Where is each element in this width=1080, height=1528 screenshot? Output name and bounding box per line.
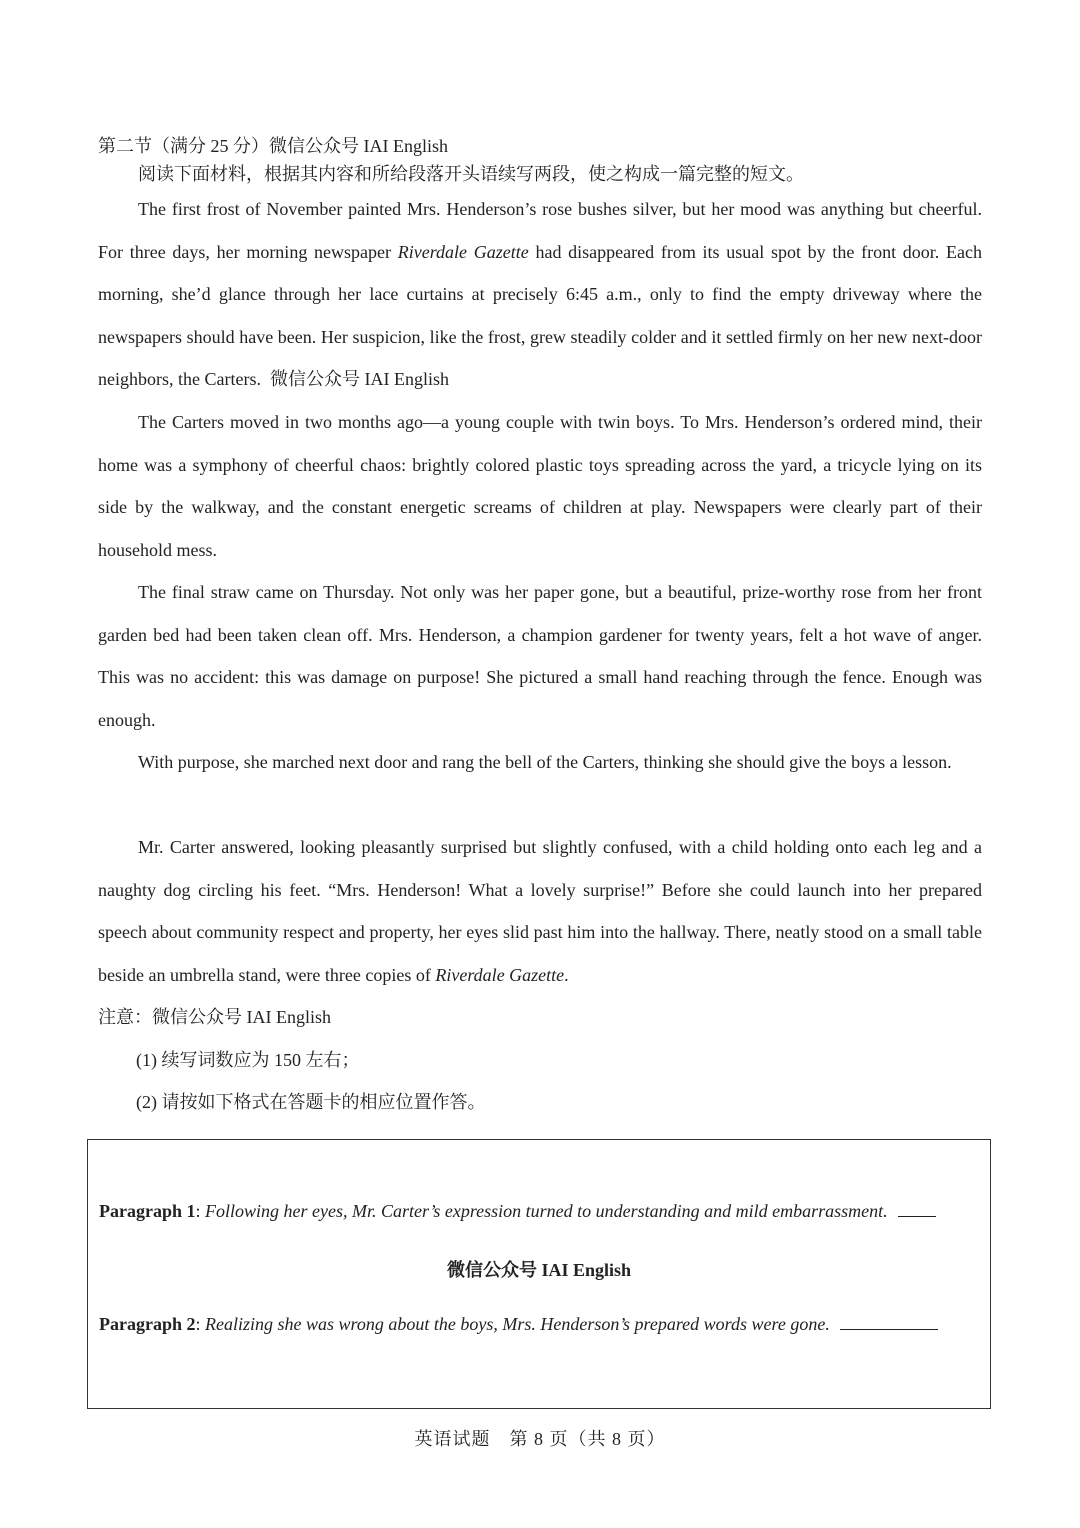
paragraph-1-prompt: Paragraph 1: Following her eyes, Mr. Carter’s expression turned to understanding and mild embarrassment. [99,1200,936,1222]
section-title: 第二节（满分 25 分）微信公众号 IAI English [98,136,448,156]
note-item-2: (2) 请按如下格式在答题卡的相应位置作答。 [136,1092,486,1112]
passage-paragraph-4: With purpose, she marched next door and rang the bell of the Carters, thinking she should give the boys a lesson. [138,752,952,772]
task-instruction: 阅读下面材料，根据其内容和所给段落开头语续写两段，使之构成一篇完整的短文。 [138,164,804,184]
answer-blank [898,1200,936,1217]
paragraph-2-text: Realizing she was wrong about the boys, Mrs. Henderson’s prepared words were gone. [205,1314,830,1334]
paragraph-1-label: Paragraph 1 [99,1201,196,1221]
answer-blank [840,1313,938,1330]
box-watermark: 微信公众号 IAI English [446,1260,632,1280]
passage-paragraph-1: The first frost of November painted Mrs. Henderson’s rose bushes silver, but her mood was anything but cheerful. For three days, her morning newspaper Riverdale Gazette had disappeared from its usual spot by the front door. Each morning, she’d glance through her lace curtains at precisely 6:45 a.m., only to find the empty driveway where the newspapers should have been. Her suspicion, like the frost, grew steadily colder and it settled firmly on her new next-door neighbors, the Carters. 微信公众号 IAI English [98,199,982,389]
paragraph-1-text: Following her eyes, Mr. Carter’s expression turned to understanding and mild embarrassment. [205,1201,888,1221]
paragraph-2-prompt: Paragraph 2: Realizing she was wrong about the boys, Mrs. Henderson’s prepared words were gone. [99,1313,938,1335]
notes-title: 注意：微信公众号 IAI English [98,1007,331,1027]
newspaper-title: Riverdale Gazette [397,241,529,262]
passage-paragraph-5: Mr. Carter answered, looking pleasantly surprised but slightly confused, with a child holding onto each leg and a naughty dog circling his feet. “Mrs. Henderson! What a lovely surprise!” Before she could launch into her prepared speech about community respect and property, her eyes slid past him into the hallway. There, neatly stood on a small table beside an umbrella stand, were three copies of Riverdale Gazette. [98,837,982,985]
note-item-1: (1) 续写词数应为 150 左右； [136,1050,360,1070]
passage-paragraph-3: The final straw came on Thursday. Not only was her paper gone, but a beautiful, prize-worthy rose from her front garden bed had been taken clean off. Mrs. Henderson, a champion gardener for twenty years, felt a hot wave of anger. This was no accident: this was damage on purpose! She pictured a small hand reaching through the fence. Enough was enough. [98,582,982,730]
paragraph-2-label: Paragraph 2 [99,1314,196,1334]
newspaper-title: Riverdale Gazette [435,964,565,985]
answer-format-box [87,1139,991,1409]
passage-paragraph-2: The Carters moved in two months ago—a young couple with twin boys. To Mrs. Henderson’s ordered mind, their home was a symphony of cheerful chaos: brightly colored plastic toys spreading across the yard, a tricycle lying on its side by the walkway, and the constant energetic screams of children at play. Newspapers were clearly part of their household mess. [98,412,982,560]
watermark-text: 微信公众号 IAI English [269,369,449,389]
page-footer: 英语试题 第 8 页（共 8 页） [414,1429,666,1449]
